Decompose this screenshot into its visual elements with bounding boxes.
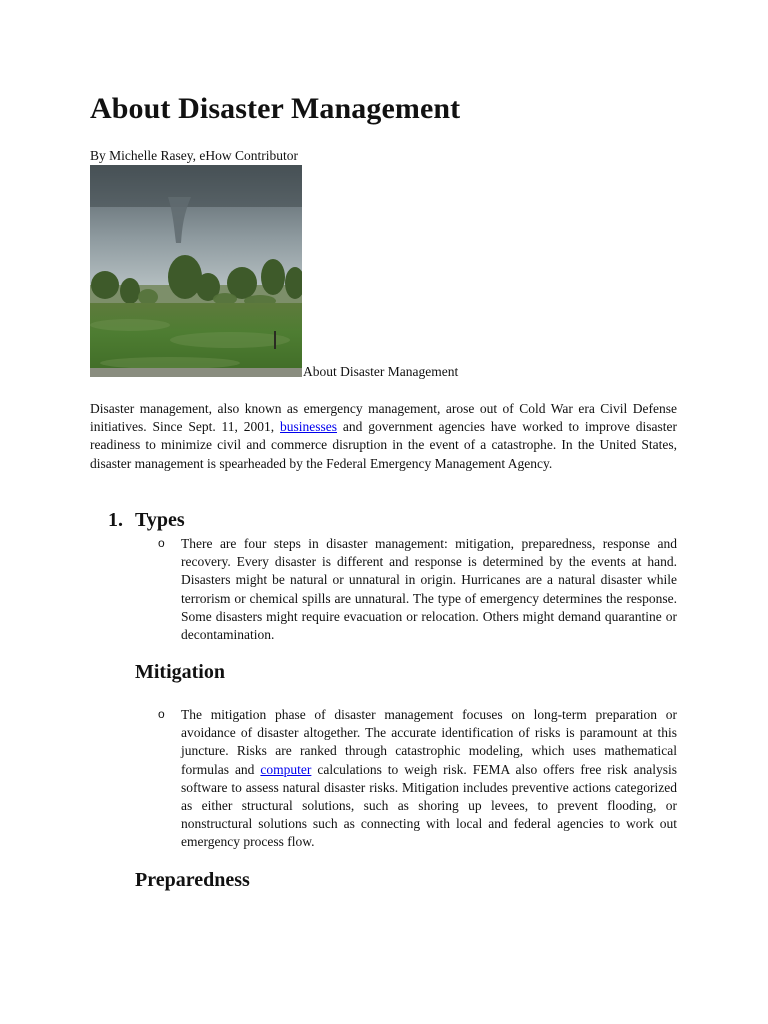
intro-paragraph: Disaster management, also known as emergency management, arose out of Cold War era Civil Defense initiatives. Since Sept. 11, 2001, businesses and government agencies have worked to improve disaster readiness to minimize civil and commerce disruption in the event of a catastrophe. In the United States, disaster management is spearheaded by the Federal Emergency Management Agency. [90, 401, 677, 471]
section-heading-types: 1. Types [108, 509, 185, 531]
section-heading-mitigation: Mitigation [135, 661, 225, 683]
computer-link[interactable]: computer [260, 761, 312, 777]
mitigation-paragraph: The mitigation phase of disaster management focuses on long-term preparation or avoidance of disaster altogether. The accurate identification of risks is paramount at this juncture. Risks are ranked through catastrophic modeling, which uses mathematical formulas and computer calculations to weigh risk. FEMA also offers free risk analysis software to assess natural disaster risks. Mitigation includes preventive actions categorized as either structural solutions, such as shoring up levees, to prevent flooding, or nonstructural solutions such as connecting with local and federal agencies to work out emergency process flow. [181, 707, 678, 850]
tornado-photo [90, 165, 302, 377]
list-item [158, 535, 677, 644]
section-number: 1. [108, 509, 123, 531]
types-paragraph: There are four steps in disaster management: mitigation, preparedness, response and recovery. Every disaster is different and response is determined by the events at hand. Disasters might be natural or unnatural in origin. Hurricanes are a natural disaster while terrorism or chemical spills are unnatural. The type of emergency determines the response. Some disasters might require evacuation or relocation. Others might demand quarantine or decontamination. [181, 536, 677, 643]
list-item [158, 706, 677, 852]
image-caption: About Disaster Management [303, 364, 459, 379]
page-title: About Disaster Management [90, 92, 461, 125]
businesses-link[interactable]: businesses [280, 419, 338, 435]
section-heading-preparedness: Preparedness [135, 869, 250, 891]
bullet-marker: o [158, 536, 165, 550]
bullet-marker: o [158, 707, 165, 721]
byline: By Michelle Rasey, eHow Contributor [90, 148, 298, 163]
